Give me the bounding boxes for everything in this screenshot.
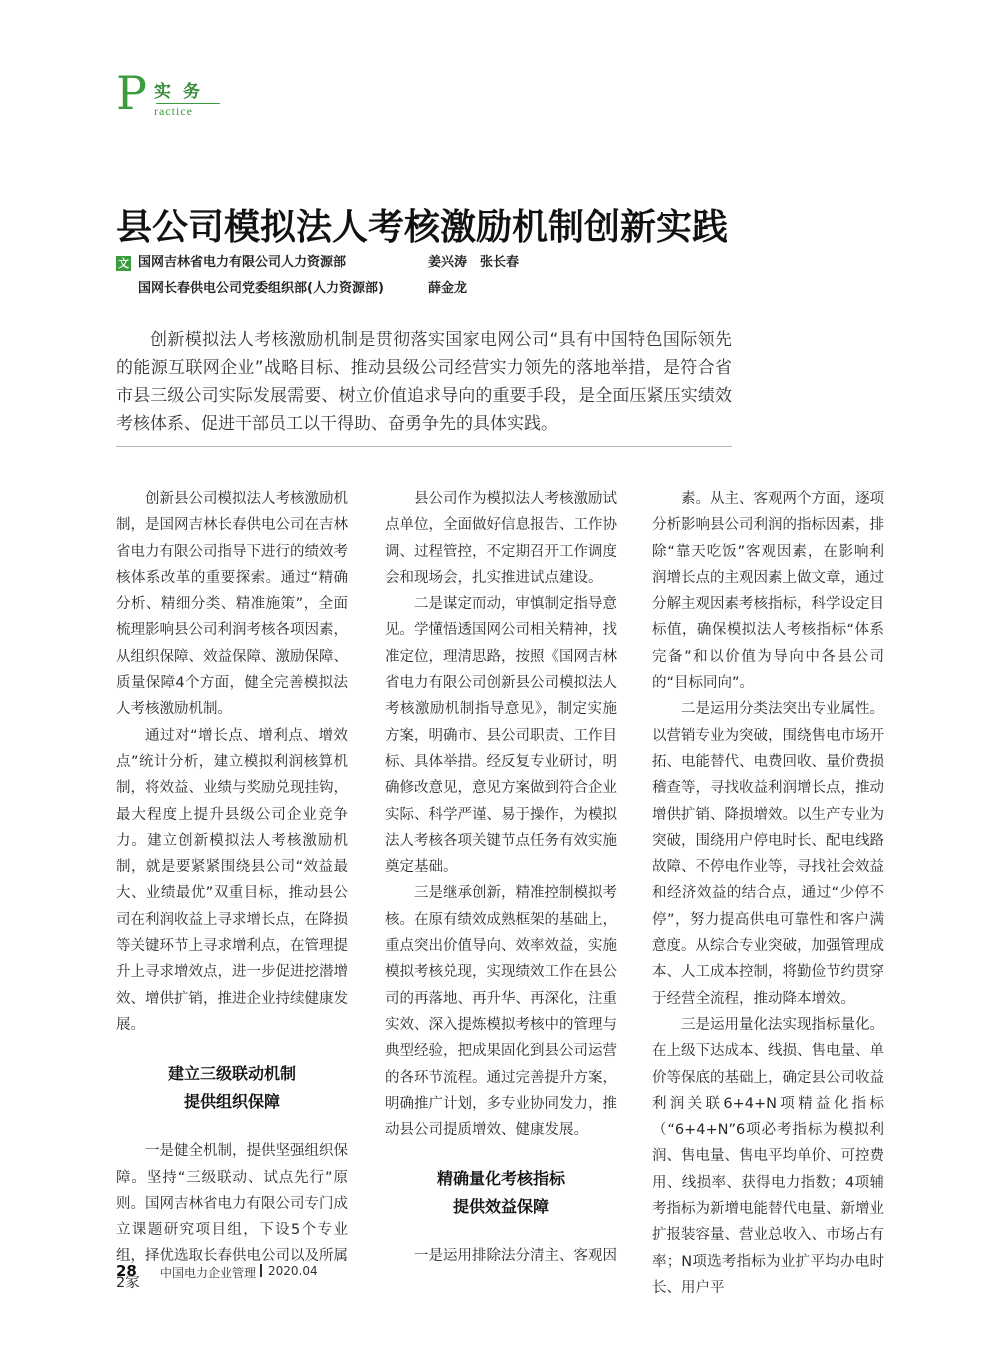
section-heading — [116, 1060, 348, 1116]
author-names-1: 姜兴涛 张长春 — [428, 255, 520, 270]
issue-date: 2020.04 — [268, 1264, 318, 1278]
section-title-cn: 实务 — [154, 82, 212, 102]
paragraph: 三是运用量化法实现指标量化。在上级下达成本、线损、售电量、单价等保底的基础上，确定县公司收益利润关联6+4+N项精益化指标（“6+4+N”6项必考指标为模拟利润、售电量、售电平均单价、可控费用、线损率、获得电力指数；4项辅考指标为新增电能替代电量、新增业扩报装容量、营业总收入、市场占有率；N项选考指标为业扩平均办电时长、用户平 — [652, 1016, 884, 1296]
footer-divider — [260, 1264, 262, 1277]
page-number: 28 — [116, 1262, 137, 1280]
paragraph: 素。从主、客观两个方面，逐项分析影响县公司利润的指标因素，排除“靠天吃饭”客观因素，在影响利润增长点的主观因素上做文章，通过分解主观因素考核指标，科学设定目标值，确保模拟法人考核指标“体系完备”和以价值为导向中各县公司的“目标同向”。 — [652, 491, 884, 692]
section-heading-line: 提供效益保障 — [452, 1197, 549, 1217]
section-letter: P — [116, 66, 147, 120]
author-org-2: 国网长春供电公司党委组织部(人力资源部) — [138, 281, 384, 296]
abstract — [116, 326, 732, 438]
paragraph: 创新县公司模拟法人考核激励机制，是国网吉林长春供电公司在吉林省电力有限公司指导下进行的绩效考核体系改革的重要探索。通过“精确分析、精细分类、精准施策”，全面梳理影响县公司利润考核各项因素，从组织保障、效益保障、激励保障、质量保障4个方面，健全完善模拟法人考核激励机制。 — [116, 491, 348, 718]
journal-name: 中国电力企业管理 — [160, 1266, 257, 1280]
text-column-3 — [652, 486, 884, 1301]
paragraph: 一是运用排除法分清主、客观因 — [414, 1248, 617, 1265]
author-org-1: 国网吉林省电力有限公司人力资源部 — [138, 255, 347, 270]
abstract-divider — [116, 446, 732, 447]
section-heading-line: 精确量化考核指标 — [436, 1169, 565, 1189]
article-title: 县公司模拟法人考核激励机制创新实践 — [116, 207, 729, 249]
author-names-2: 薛金龙 — [428, 281, 468, 296]
section-heading-line: 提供组织保障 — [183, 1092, 280, 1112]
section-heading — [385, 1165, 617, 1221]
section-heading-line: 建立三级联动机制 — [167, 1064, 296, 1084]
paragraph: 通过对“增长点、增利点、增效点”统计分析，建立模拟利润核算机制，将效益、业绩与奖励兑现挂钩，最大程度上提升县级公司企业竞争力。建立创新模拟法人考核激励机制，就是要紧紧围绕县公司“效益最大、业绩最优”双重目标，推动县公司在利润收益上寻求增长点，在降损等关键环节上寻求增利点，在管理提升上寻求增效点，进一步促进挖潜增效、增供扩销，推进企业持续健康发展。 — [116, 727, 348, 1033]
paragraph: 二是谋定而动，审慎制定指导意见。学懂悟透国网公司相关精神，找准定位，理清思路，按照《国网吉林省电力有限公司创新县公司模拟法人考核激励机制指导意见》，制定实施方案，明确市、县公司职责、工作目标、具体举措。经反复专业研讨，明确修改意见，意见方案做到符合企业实际、科学严谨、易于操作，为模拟法人考核各项关键节点任务有效实施奠定基础。 — [385, 596, 617, 876]
text-column-1 — [116, 486, 348, 1296]
paragraph: 一是健全机制，提供坚强组织保障。坚持“三级联动、试点先行”原则。国网吉林省电力有限公司专门成立课题研究项目组，下设5个专业组，择优选取长春供电公司以及所属2家 — [116, 1143, 348, 1291]
paragraph: 二是运用分类法突出专业属性。以营销专业为突破，围绕售电市场开拓、电能替代、电费回收、量价费损稽查等，寻找收益利润增长点，推动增供扩销、降损增效。以生产专业为突破，围绕用户停电时长、配电线路故障、不停电作业等，寻找社会效益和经济效益的结合点，通过“少停不停”，努力提高供电可靠性和客户满意度。从综合专业突破，加强管理成本、人工成本控制，将勤俭节约贯穿于经营全流程，推动降本增效。 — [652, 701, 884, 1007]
paragraph: 三是继承创新，精准控制模拟考核。在原有绩效成熟框架的基础上，重点突出价值导向、效率效益，实施模拟考核兑现，实现绩效工作在县公司的再落地、再升华、再深化，注重实效、深入提炼模拟考核中的管理与典型经验，把成果固化到县公司运营的各环节流程。通过完善提升方案，明确推广计划，多专业协同发力，推动县公司提质增效、健康发展。 — [385, 885, 617, 1139]
section-title-en: ractice — [154, 104, 193, 118]
paragraph: 县公司作为模拟法人考核激励试点单位，全面做好信息报告、工作协调、过程管控，不定期召开工作调度会和现场会，扎实推进试点建设。 — [385, 491, 617, 586]
author-marker-icon: 文 — [118, 257, 129, 270]
abstract-text: 创新模拟法人考核激励机制是贯彻落实国家电网公司“具有中国特色国际领先的能源互联网企业”战略目标、推动县级公司经营实力领先的落地举措，是符合省市县三级公司实际发展需要、树立价值追求导向的重要手段，是全面压紧压实绩效考核体系、促进干部员工以干得助、奋勇争先的具体实践。 — [116, 330, 732, 434]
text-column-2 — [385, 486, 617, 1270]
section-tag — [116, 66, 226, 120]
